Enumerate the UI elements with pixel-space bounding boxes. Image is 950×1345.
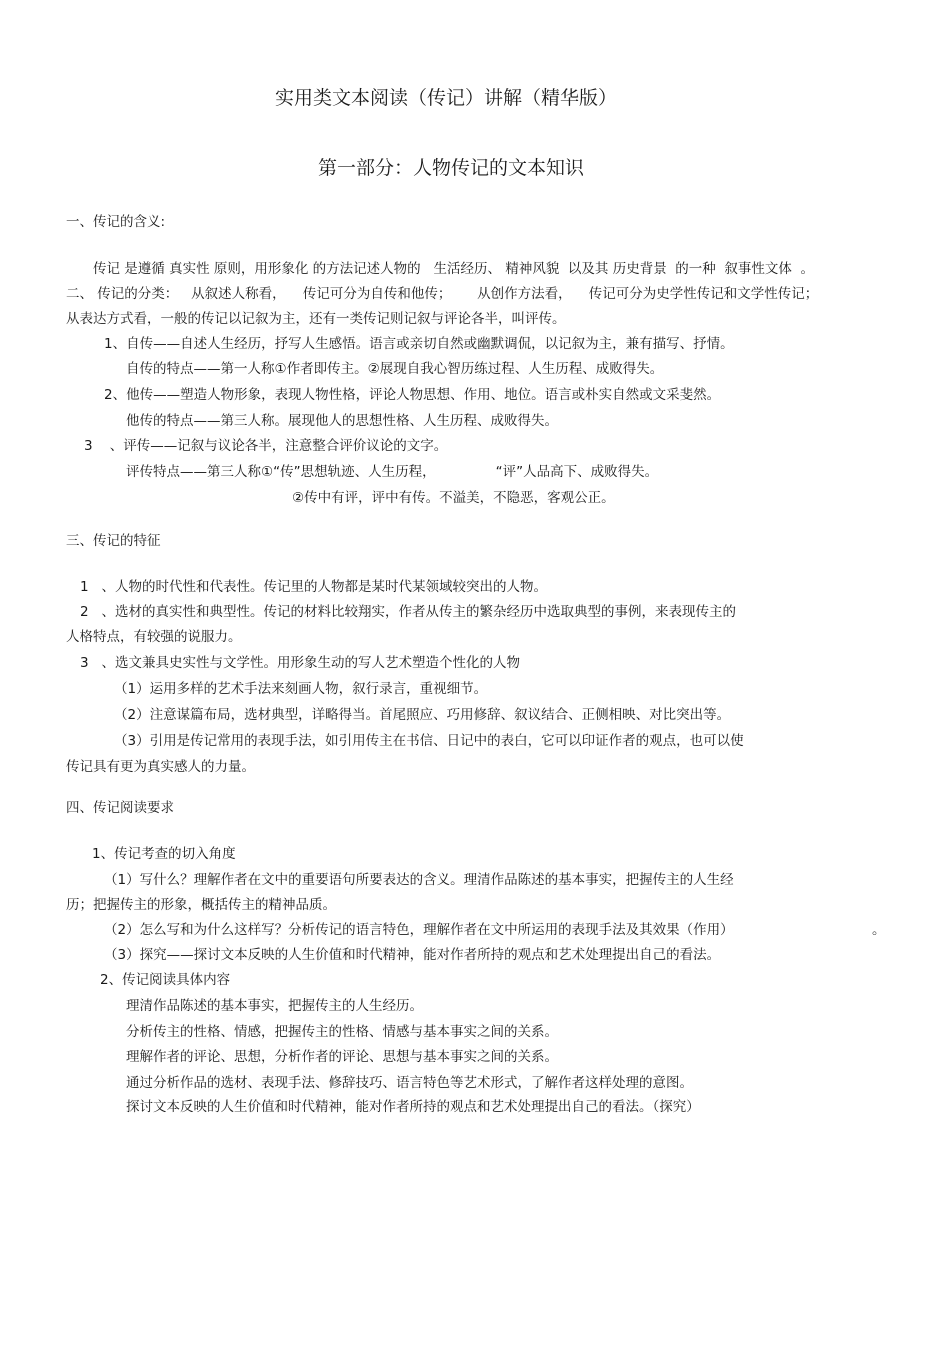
reading-q2: （2）怎么写和为什么这样写？分析传记的语言特色，理解作者在文中所运用的表现手法及其效果（作用）	[104, 922, 734, 938]
classification-line-1: 二、 传记的分类： 从叙述人称看， 传记可分为自传和他传； 从创作方法看， 传记可分为史学性传记和文学性传记；	[66, 286, 819, 302]
definition-paragraph: 传记 是遵循 真实性 原则，用形象化 的方法记述人物的 生活经历、 精神风貌 以及其 历史背景 的一种 叙事性文体 。	[93, 261, 814, 277]
feature-item-2b: 人格特点，有较强的说服力。	[66, 629, 242, 645]
reading-content-2: 分析传主的性格、情感，把握传主的性格、情感与基本事实之间的关系。	[126, 1024, 558, 1040]
classification-line-2: 从表达方式看，一般的传记以记叙为主，还有一类传记则记叙与评论各半，叫评传。	[66, 311, 566, 327]
reading-item-1: 1、传记考查的切入角度	[92, 846, 236, 862]
critical-biography-item: 3 、评传——记叙与议论各半，注意整合评价议论的文字。	[84, 438, 448, 454]
feature-item-1: 1 、人物的时代性和代表性。传记里的人物都是某时代某领域较突出的人物。	[80, 579, 547, 595]
reading-content-5: 探讨文本反映的人生价值和时代精神，能对作者所持的观点和艺术处理提出自己的看法。（探究）	[126, 1099, 700, 1115]
reading-q1a: （1）写什么？理解作者在文中的重要语句所要表达的含义。理清作品陈述的基本事实，把握传主的人生经	[104, 872, 734, 888]
reading-q3: （3）探究——探讨文本反映的人生价值和时代精神，能对作者所持的观点和艺术处理提出自己的看法。	[104, 947, 721, 963]
autobiography-item: 1、自传——自述人生经历，抒写人生感悟。语言或亲切自然或幽默调侃，以记叙为主，兼有描写、抒情。	[104, 336, 734, 352]
feature-item-2a: 2 、选材的真实性和典型性。传记的材料比较翔实，作者从传主的繁杂经历中选取典型的事例，来表现传主的	[80, 604, 736, 620]
feature-sub-1: （1）运用多样的艺术手法来刻画人物，叙行录言，重视细节。	[114, 681, 488, 697]
section-3-heading: 三、传记的特征	[66, 533, 161, 549]
biography-item: 2、他传——塑造人物形象，表现人物性格，评论人物思想、作用、地位。语言或朴实自然或文采斐然。	[104, 387, 721, 403]
section-1-heading: 一、传记的含义:	[66, 214, 166, 230]
part-title: 第一部分：人物传记的文本知识	[318, 157, 585, 179]
reading-content-4: 通过分析作品的选材、表现手法、修辞技巧、语言特色等艺术形式，了解作者这样处理的意图。	[126, 1075, 693, 1091]
section-4-heading: 四、传记阅读要求	[66, 800, 174, 816]
feature-sub-3a: （3）引用是传记常用的表现手法，如引用传主在书信、日记中的表白，它可以印证作者的观点，也可以使	[114, 733, 744, 749]
reading-q2-end: 。	[872, 922, 886, 938]
feature-item-3: 3 、选文兼具史实性与文学性。用形象生动的写人艺术塑造个性化的人物	[80, 655, 520, 671]
reading-q1b: 历；把握传主的形象，概括传主的精神品质。	[66, 897, 336, 913]
feature-sub-3b: 传记具有更为真实感人的力量。	[66, 759, 255, 775]
reading-content-3: 理解作者的评论、思想，分析作者的评论、思想与基本事实之间的关系。	[126, 1049, 558, 1065]
reading-item-2: 2、传记阅读具体内容	[100, 972, 231, 988]
document-title: 实用类文本阅读（传记）讲解（精华版）	[275, 87, 618, 109]
critical-biography-note-1: 评传特点——第三人称①“传”思想轨迹、人生历程， “评”人品高下、成败得失。	[126, 464, 659, 480]
autobiography-note: 自传的特点——第一人称①作者即传主。②展现自我心智历练过程、人生历程、成败得失。	[126, 361, 664, 377]
biography-note: 他传的特点——第三人称。展现他人的思想性格、人生历程、成败得失。	[126, 413, 558, 429]
reading-content-1: 理清作品陈述的基本事实，把握传主的人生经历。	[126, 998, 423, 1014]
feature-sub-2: （2）注意谋篇布局，选材典型，详略得当。首尾照应、巧用修辞、叙议结合、正侧相映、对比突出等。	[114, 707, 731, 723]
critical-biography-note-2: ②传中有评，评中有传。不溢美，不隐恶，客观公正。	[292, 490, 615, 506]
